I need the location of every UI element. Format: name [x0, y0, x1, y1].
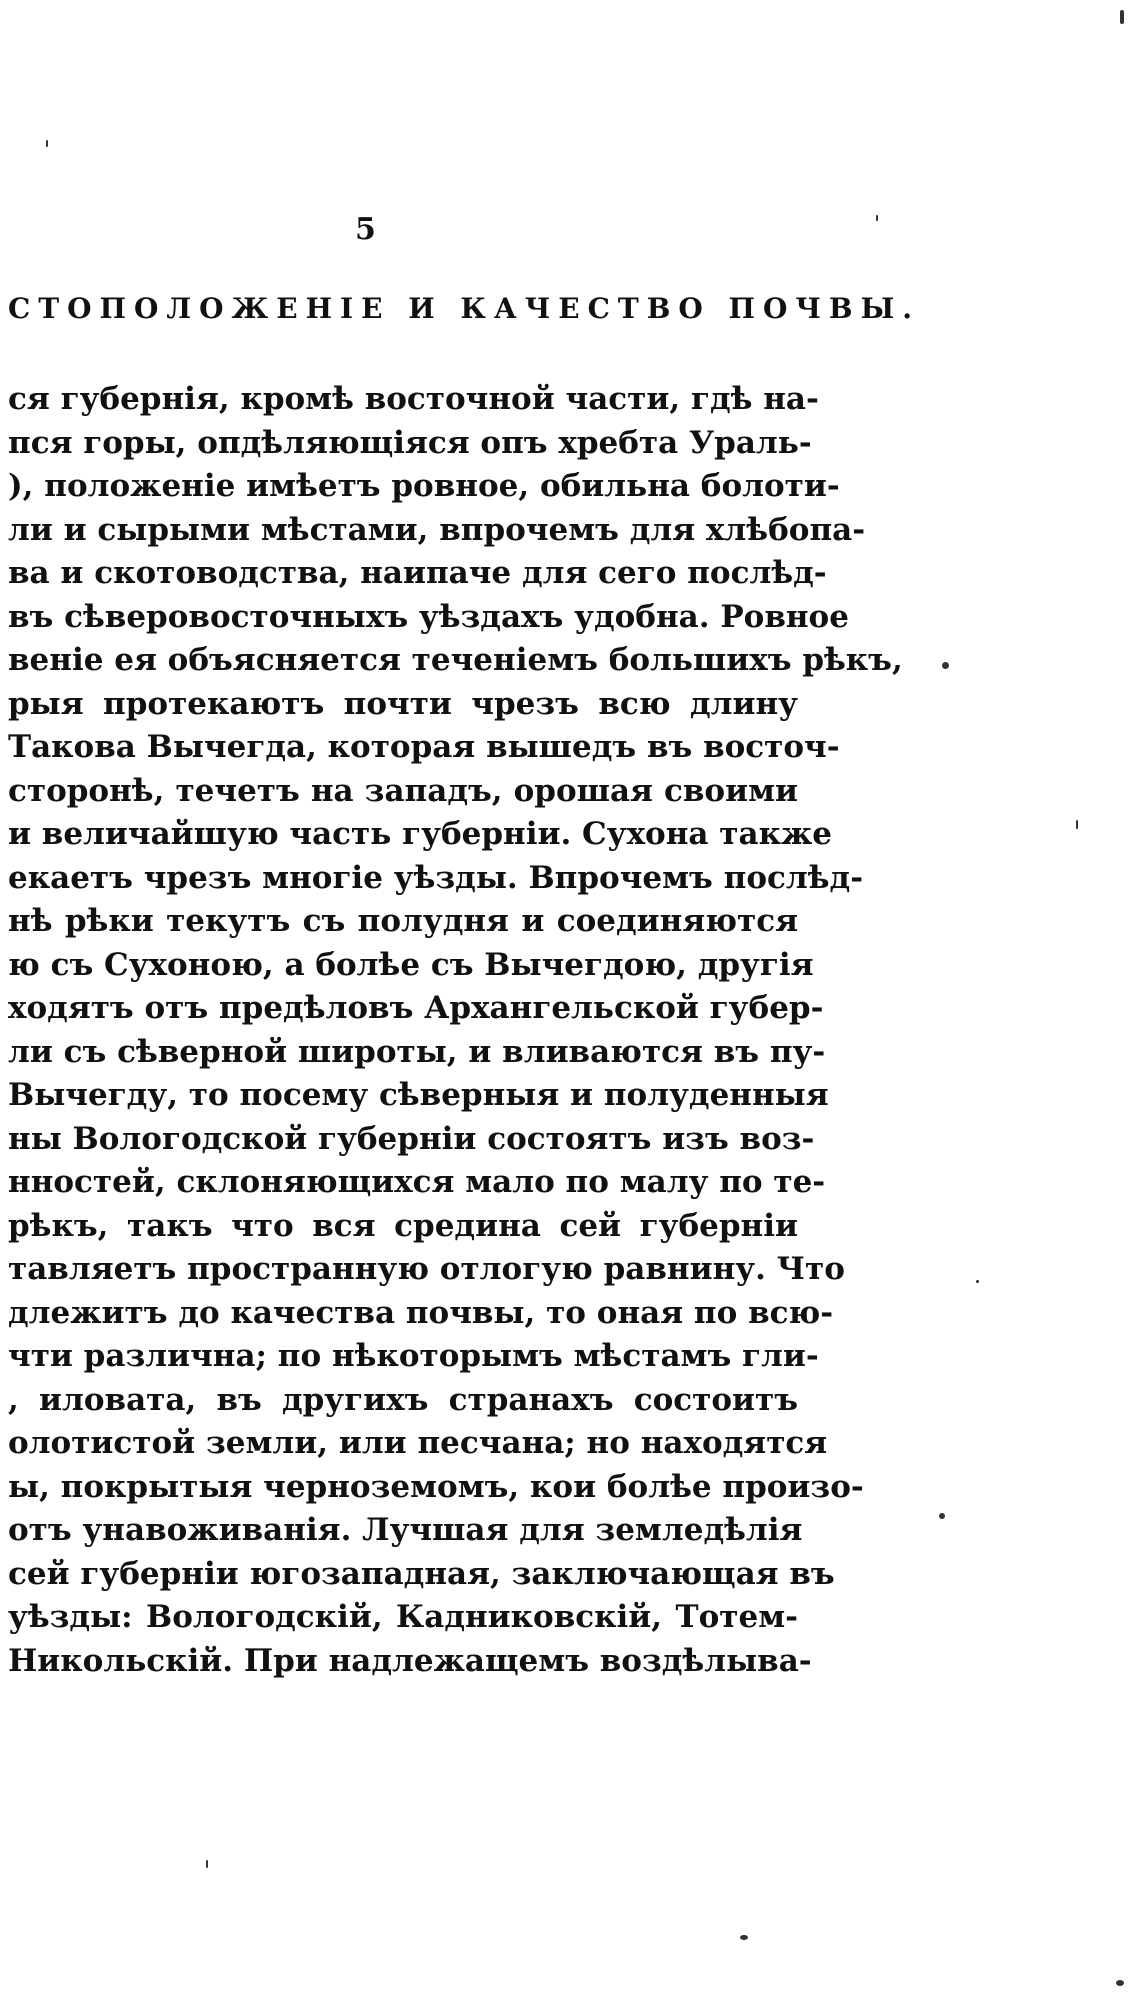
- text-line: Вычегду, то посему сѣверныя и полуденныя: [8, 1077, 829, 1113]
- scan-speck: [46, 140, 48, 147]
- text-line: ны Вологодской губерніи состоятъ изъ воз-: [8, 1120, 815, 1157]
- body-text: [8, 378, 903, 1683]
- text-line: и величайшую часть губерніи. Сухона также: [8, 816, 833, 852]
- text-line: веніе ея объясняется теченіемъ большихъ рѣкъ,: [8, 642, 903, 678]
- text-line: рѣкъ, такъ что вся средина сей губерніи: [8, 1207, 798, 1244]
- scan-speck: [1120, 10, 1124, 24]
- text-line: Такова Вычегда, которая вышедъ въ восточ-: [8, 729, 840, 765]
- text-line: въ сѣверовосточныхъ уѣздахъ удобна. Ровное: [8, 598, 849, 635]
- text-line: сей губерніи югозападная, заключающая въ: [8, 1555, 835, 1592]
- text-line: уѣзды: Вологодскій, Кадниковскій, Тотем-: [8, 1599, 798, 1635]
- scan-speck: [939, 1513, 945, 1519]
- text-line: рыя протекаютъ почти чрезъ всю длину: [8, 685, 798, 722]
- text-line: ся губернія, кромѣ восточной части, гдѣ на-: [8, 381, 819, 417]
- scan-speck: [1076, 820, 1078, 829]
- text-line: нѣ рѣки текутъ съ полудня и соединяются: [8, 903, 798, 939]
- scan-speck: [976, 1280, 979, 1283]
- text-line: ю съ Сухоною, а болѣе съ Вычегдою, другія: [8, 946, 814, 983]
- text-line: ), положеніе имѣетъ ровное, обильна болоти-: [8, 468, 840, 504]
- text-line: сторонѣ, течетъ на западъ, орошая своими: [8, 772, 798, 809]
- scan-speck: [942, 662, 949, 669]
- text-line: тавляетъ пространную отлогую равнину. Что: [8, 1251, 845, 1287]
- text-line: ва и скотоводства, наипаче для сего послѣд-: [8, 555, 827, 591]
- text-line: отъ унавоживанія. Лучшая для земледѣлія: [8, 1512, 803, 1548]
- text-line: ли съ сѣверной широты, и вливаются въ пу-: [8, 1033, 826, 1070]
- text-line: длежитъ до качества почвы, то оная по всю-: [8, 1294, 834, 1331]
- text-line: екаетъ чрезъ многіе уѣзды. Впрочемъ послѣд-: [8, 859, 864, 896]
- text-line: чти различна; по нѣкоторымъ мѣстамъ гли-: [8, 1338, 819, 1374]
- section-heading: СТОПОЛОЖЕНІЕ И КАЧЕСТВО ПОЧВЫ.: [8, 292, 920, 325]
- scan-speck: [740, 1935, 748, 1940]
- text-line: ходятъ отъ предѣловъ Архангельской губер-: [8, 990, 824, 1026]
- scan-speck: [1116, 1980, 1124, 1986]
- scan-speck: [206, 1860, 208, 1868]
- text-line: Никольскій. При надлежащемъ воздѣлыва-: [8, 1642, 812, 1679]
- text-line: нностей, склоняющихся мало по малу по те-: [8, 1164, 826, 1200]
- scan-speck: [876, 215, 878, 221]
- text-line: ы, покрытыя черноземомъ, кои болѣе произо-: [8, 1468, 864, 1505]
- text-line: олотистой земли, или песчана; но находятся: [8, 1425, 828, 1461]
- text-line: , иловата, въ другихъ странахъ состоитъ: [8, 1381, 798, 1418]
- page-number: 5: [355, 212, 376, 247]
- text-line: ли и сырыми мѣстами, впрочемъ для хлѣбопа-: [8, 511, 866, 548]
- text-line: пся горы, опдѣляющіяся опъ хребта Ураль-: [8, 424, 812, 461]
